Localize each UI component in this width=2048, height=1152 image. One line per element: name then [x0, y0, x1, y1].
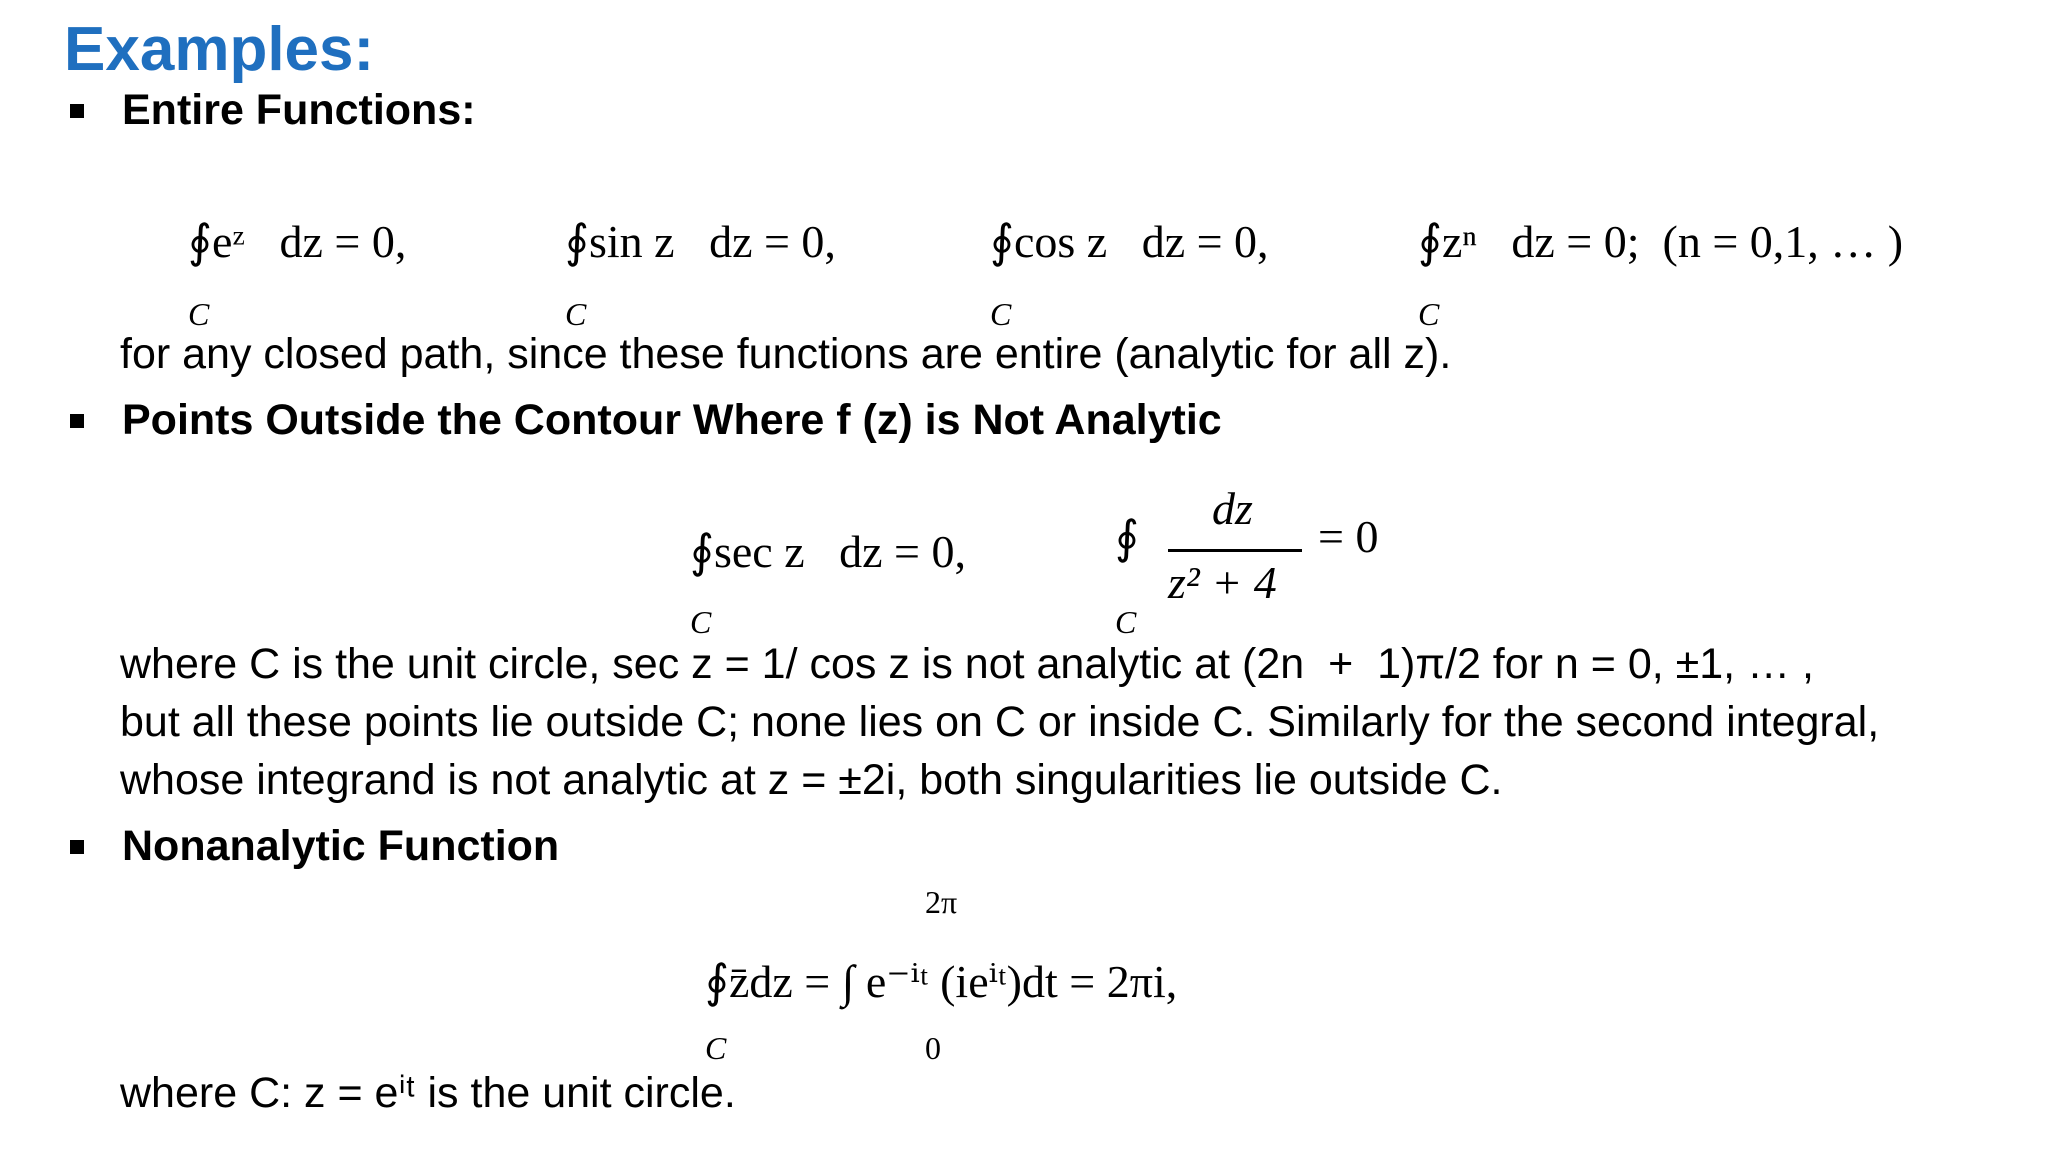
section-heading-outside: Points Outside the Contour Where f (z) is Not Analytic [122, 396, 1222, 444]
bullet-2 [70, 414, 84, 428]
bullet-1 [70, 104, 84, 118]
fraction-rhs: = 0 [1318, 511, 1379, 562]
contour-label: C [1418, 296, 1440, 332]
fraction-denominator: z² + 4 [1168, 557, 1277, 608]
integral-exp: ∮eᶻ dz = 0, [188, 216, 407, 267]
contour-label: C [705, 1030, 727, 1066]
fraction-numerator: dz [1212, 483, 1253, 534]
fraction-bar [1168, 549, 1302, 552]
contour-label: C [690, 604, 712, 640]
section-heading-entire: Entire Functions: [122, 86, 476, 134]
outside-explanation-line-1: where C is the unit circle, sec z = 1/ cos z is not analytic at (2n + 1)π/2 for n = 0, ±1, … , [120, 640, 1814, 688]
integral-sin: ∮sin z dz = 0, [565, 216, 836, 267]
entire-explanation: for any closed path, since these functions are entire (analytic for all z). [120, 330, 1452, 378]
contour-label: C [1115, 604, 1137, 640]
bullet-3 [70, 840, 84, 854]
nonanalytic-explanation: where C: z = eⁱᵗ is the unit circle. [120, 1069, 736, 1117]
lower-limit: 0 [925, 1030, 941, 1066]
contour-label: C [990, 296, 1012, 332]
outside-explanation-line-2: but all these points lie outside C; none lies on C or inside C. Similarly for the second integral, [120, 698, 1880, 746]
page-title: Examples: [64, 15, 375, 84]
integral-power: ∮zⁿ dz = 0; (n = 0,1, … ) [1418, 216, 1904, 267]
outside-explanation-line-3: whose integrand is not analytic at z = ±2i, both singularities lie outside C. [120, 756, 1503, 804]
contour-label: C [565, 296, 587, 332]
integral-symbol: ∮ [1115, 512, 1139, 563]
integral-sec: ∮sec z dz = 0, [690, 526, 966, 577]
section-heading-nonanalytic: Nonanalytic Function [122, 822, 560, 870]
integral-cos: ∮cos z dz = 0, [990, 216, 1269, 267]
upper-limit: 2π [925, 884, 958, 920]
nonanalytic-integral: ∮z̄dz = ∫ e⁻ⁱᵗ (ieⁱᵗ)dt = 2πi, [705, 956, 1178, 1007]
contour-label: C [188, 296, 210, 332]
